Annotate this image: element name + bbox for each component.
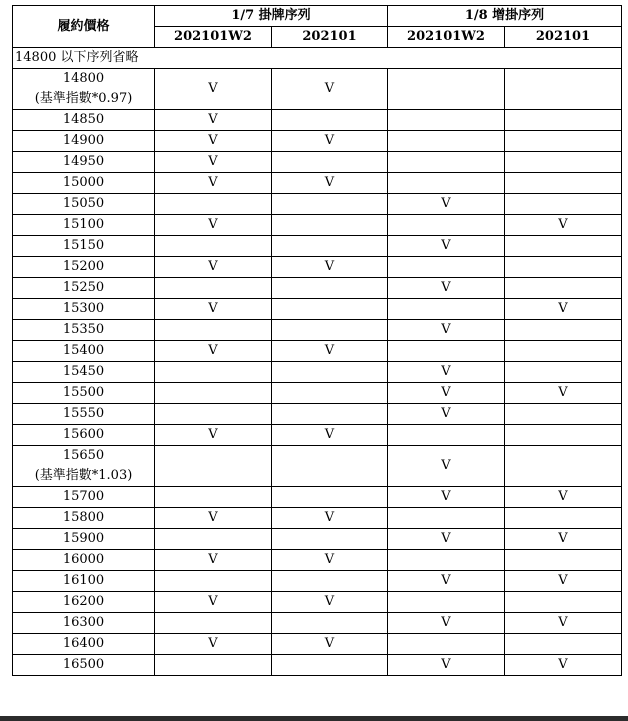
series-mark-cell	[155, 236, 272, 257]
listed-mark: V	[558, 385, 568, 400]
strike-price-value: 14900	[62, 133, 105, 148]
series-mark-cell	[505, 529, 622, 550]
series-header: 202101	[505, 27, 622, 48]
strike-price-cell	[13, 173, 155, 194]
strike-price-value: 15600	[62, 427, 105, 442]
strike-price-cell	[13, 487, 155, 508]
series-mark-cell	[155, 550, 272, 571]
strike-price-value: 16000	[62, 552, 105, 567]
header-row-groups	[13, 6, 622, 27]
series-mark-cell	[505, 278, 622, 299]
listed-mark: V	[558, 301, 568, 316]
series-mark-cell	[505, 173, 622, 194]
series-mark-cell	[388, 529, 505, 550]
series-mark-cell	[505, 508, 622, 529]
series-mark-cell	[505, 215, 622, 236]
series-mark-cell	[155, 278, 272, 299]
strike-price-cell	[13, 613, 155, 634]
series-mark-cell	[155, 634, 272, 655]
table-row	[13, 299, 622, 320]
series-mark-cell	[388, 508, 505, 529]
series-mark-cell	[505, 320, 622, 341]
series-mark-cell	[505, 299, 622, 320]
table-row	[13, 529, 622, 550]
note-row	[13, 48, 622, 69]
table-row	[13, 425, 622, 446]
listed-mark: V	[208, 112, 218, 127]
table-row	[13, 320, 622, 341]
series-mark-cell	[388, 131, 505, 152]
series-mark-cell	[272, 550, 388, 571]
series-mark-cell	[155, 152, 272, 173]
listed-mark: V	[208, 510, 218, 525]
listed-mark: V	[208, 636, 218, 651]
listed-mark: V	[558, 657, 568, 672]
strike-price-cell	[13, 362, 155, 383]
series-mark-cell	[388, 634, 505, 655]
series-mark-cell	[388, 613, 505, 634]
listed-mark: V	[441, 573, 451, 588]
strike-price-value: 16400	[62, 636, 105, 651]
series-mark-cell	[272, 69, 388, 110]
series-mark-cell	[388, 278, 505, 299]
series-mark-cell	[505, 592, 622, 613]
series-mark-cell	[388, 173, 505, 194]
listed-mark: V	[208, 301, 218, 316]
series-mark-cell	[505, 194, 622, 215]
table-row	[13, 215, 622, 236]
listed-mark: V	[208, 81, 218, 96]
series-mark-cell	[155, 69, 272, 110]
listed-mark: V	[324, 81, 335, 96]
series-mark-cell	[505, 613, 622, 634]
strike-price-cell	[13, 320, 155, 341]
strike-price-table	[12, 5, 622, 676]
series-mark-cell	[388, 592, 505, 613]
strike-price-cell	[13, 592, 155, 613]
strike-price-cell	[13, 571, 155, 592]
series-mark-cell	[155, 446, 272, 487]
listed-mark: V	[441, 531, 451, 546]
series-mark-cell	[505, 362, 622, 383]
series-mark-cell	[272, 131, 388, 152]
listed-mark: V	[324, 175, 335, 190]
listed-mark: V	[441, 280, 451, 295]
series-mark-cell	[388, 215, 505, 236]
series-mark-cell	[272, 613, 388, 634]
listed-mark: V	[208, 259, 218, 274]
series-mark-cell	[505, 341, 622, 362]
table-row	[13, 257, 622, 278]
table-row	[13, 613, 622, 634]
listed-mark: V	[558, 615, 568, 630]
strike-price-value: 16200	[62, 594, 105, 609]
series-mark-cell	[272, 571, 388, 592]
table-row	[13, 278, 622, 299]
listed-mark: V	[324, 636, 335, 651]
series-mark-cell	[388, 362, 505, 383]
series-mark-cell	[155, 110, 272, 131]
series-header: 202101W2	[388, 27, 505, 48]
series-mark-cell	[505, 655, 622, 676]
listed-mark: V	[208, 594, 218, 609]
strike-price-cell	[13, 152, 155, 173]
strike-price-value: 15700	[62, 489, 105, 504]
series-mark-cell	[388, 341, 505, 362]
series-mark-cell	[272, 257, 388, 278]
series-mark-cell	[155, 173, 272, 194]
series-mark-cell	[388, 152, 505, 173]
strike-price-cell	[13, 194, 155, 215]
strike-price-value: 14950	[62, 154, 105, 169]
table-row	[13, 362, 622, 383]
series-mark-cell	[272, 383, 388, 404]
strike-price-cell	[13, 131, 155, 152]
strike-price-value: 14800	[62, 71, 105, 86]
series-mark-cell	[155, 194, 272, 215]
strike-price-cell	[13, 634, 155, 655]
table-row	[13, 508, 622, 529]
strike-price-cell	[13, 110, 155, 131]
series-mark-cell	[388, 655, 505, 676]
strike-price-value: 15350	[62, 322, 105, 337]
table-row	[13, 550, 622, 571]
table-row	[13, 383, 622, 404]
series-mark-cell	[155, 320, 272, 341]
strike-price-value: 15100	[62, 217, 105, 232]
listed-mark: V	[208, 154, 218, 169]
strike-price-cell	[13, 69, 155, 110]
listed-mark: V	[324, 427, 335, 442]
listed-mark: V	[441, 615, 451, 630]
group-header-jan8: 1/8 增掛序列	[388, 6, 622, 27]
listed-mark: V	[208, 427, 218, 442]
listed-mark: V	[441, 406, 451, 421]
strike-price-value: 15150	[62, 238, 105, 253]
strike-price-cell	[13, 508, 155, 529]
series-mark-cell	[388, 299, 505, 320]
series-mark-cell	[155, 613, 272, 634]
table-row	[13, 341, 622, 362]
series-header: 202101	[272, 27, 388, 48]
listed-mark: V	[441, 489, 451, 504]
strike-price-value: 15650	[62, 448, 105, 463]
series-mark-cell	[388, 194, 505, 215]
listed-mark: V	[208, 343, 218, 358]
series-header: 202101W2	[155, 27, 272, 48]
bottom-bar	[0, 716, 628, 721]
strike-price-cell	[13, 404, 155, 425]
series-mark-cell	[272, 320, 388, 341]
series-mark-cell	[272, 487, 388, 508]
series-mark-cell	[388, 404, 505, 425]
listed-mark: V	[208, 133, 218, 148]
series-mark-cell	[505, 571, 622, 592]
series-mark-cell	[155, 425, 272, 446]
series-mark-cell	[155, 215, 272, 236]
listed-mark: V	[324, 510, 335, 525]
series-mark-cell	[155, 487, 272, 508]
series-mark-cell	[272, 404, 388, 425]
strike-price-cell	[13, 655, 155, 676]
series-mark-cell	[272, 299, 388, 320]
listed-mark: V	[558, 217, 568, 232]
series-mark-cell	[155, 131, 272, 152]
strike-price-cell	[13, 341, 155, 362]
series-mark-cell	[388, 383, 505, 404]
series-mark-cell	[505, 634, 622, 655]
strike-price-value: 16500	[62, 657, 105, 672]
series-mark-cell	[155, 508, 272, 529]
strike-price-cell	[13, 446, 155, 487]
series-mark-cell	[272, 236, 388, 257]
strike-price-cell	[13, 278, 155, 299]
table-row	[13, 655, 622, 676]
series-mark-cell	[388, 236, 505, 257]
series-mark-cell	[505, 383, 622, 404]
series-mark-cell	[505, 425, 622, 446]
series-mark-cell	[388, 425, 505, 446]
strike-price-cell	[13, 383, 155, 404]
strike-price-note: (基準指數*0.97)	[34, 91, 133, 106]
listed-mark: V	[208, 217, 218, 232]
series-mark-cell	[505, 550, 622, 571]
strike-price-header: 履約價格	[13, 6, 155, 48]
series-mark-cell	[272, 655, 388, 676]
strike-price-value: 14850	[62, 112, 105, 127]
series-mark-cell	[388, 550, 505, 571]
listed-mark: V	[441, 385, 451, 400]
strike-price-value: 16100	[62, 573, 105, 588]
series-mark-cell	[155, 592, 272, 613]
strike-price-value: 15900	[62, 531, 105, 546]
series-mark-cell	[272, 278, 388, 299]
series-mark-cell	[388, 257, 505, 278]
strike-price-value: 16300	[62, 615, 105, 630]
series-mark-cell	[155, 529, 272, 550]
table-row	[13, 404, 622, 425]
series-mark-cell	[505, 131, 622, 152]
series-mark-cell	[272, 194, 388, 215]
listed-mark: V	[324, 133, 335, 148]
strike-price-value: 15050	[62, 196, 105, 211]
strike-price-cell	[13, 529, 155, 550]
strike-price-value: 15300	[62, 301, 105, 316]
listed-mark: V	[558, 573, 568, 588]
listed-mark: V	[441, 238, 451, 253]
listed-mark: V	[324, 594, 335, 609]
series-mark-cell	[272, 425, 388, 446]
series-mark-cell	[272, 592, 388, 613]
series-mark-cell	[388, 110, 505, 131]
group-header-jan7: 1/7 掛牌序列	[155, 6, 388, 27]
series-mark-cell	[272, 341, 388, 362]
series-mark-cell	[155, 571, 272, 592]
strike-price-value: 15250	[62, 280, 105, 295]
strike-price-value: 15550	[62, 406, 105, 421]
series-mark-cell	[505, 236, 622, 257]
series-mark-cell	[388, 69, 505, 110]
strike-price-value: 15400	[62, 343, 105, 358]
series-mark-cell	[155, 404, 272, 425]
table-row	[13, 69, 622, 110]
table-row	[13, 173, 622, 194]
listed-mark: V	[441, 657, 451, 672]
series-mark-cell	[155, 362, 272, 383]
strike-price-cell	[13, 257, 155, 278]
series-mark-cell	[272, 446, 388, 487]
omitted-series-note: 14800 以下序列省略	[13, 48, 622, 69]
strike-price-cell	[13, 299, 155, 320]
strike-price-value: 15000	[62, 175, 105, 190]
series-mark-cell	[505, 404, 622, 425]
table-body	[13, 48, 622, 676]
series-mark-cell	[272, 152, 388, 173]
table-row	[13, 236, 622, 257]
series-mark-cell	[505, 446, 622, 487]
listed-mark: V	[441, 364, 451, 379]
table-row	[13, 592, 622, 613]
listed-mark: V	[324, 552, 335, 567]
series-mark-cell	[505, 152, 622, 173]
listed-mark: V	[324, 259, 335, 274]
series-mark-cell	[505, 487, 622, 508]
series-mark-cell	[272, 173, 388, 194]
table-row	[13, 487, 622, 508]
series-mark-cell	[155, 341, 272, 362]
table-row	[13, 131, 622, 152]
listed-mark: V	[441, 322, 451, 337]
series-mark-cell	[272, 362, 388, 383]
strike-price-cell	[13, 550, 155, 571]
listed-mark: V	[208, 552, 218, 567]
series-mark-cell	[155, 655, 272, 676]
series-mark-cell	[272, 110, 388, 131]
series-mark-cell	[388, 446, 505, 487]
strike-price-cell	[13, 425, 155, 446]
strike-price-value: 15450	[62, 364, 105, 379]
series-mark-cell	[155, 257, 272, 278]
table-row	[13, 446, 622, 487]
table-row	[13, 152, 622, 173]
table-row	[13, 634, 622, 655]
listed-mark: V	[324, 343, 335, 358]
series-mark-cell	[388, 487, 505, 508]
series-mark-cell	[505, 257, 622, 278]
series-mark-cell	[272, 529, 388, 550]
strike-price-value: 15500	[62, 385, 105, 400]
table-row	[13, 571, 622, 592]
series-mark-cell	[388, 320, 505, 341]
series-mark-cell	[155, 383, 272, 404]
strike-price-value: 15800	[62, 510, 105, 525]
series-mark-cell	[272, 634, 388, 655]
strike-price-note: (基準指數*1.03)	[34, 468, 133, 483]
listed-mark: V	[558, 489, 568, 504]
listed-mark: V	[441, 458, 451, 473]
series-mark-cell	[272, 215, 388, 236]
listed-mark: V	[441, 196, 451, 211]
series-mark-cell	[155, 299, 272, 320]
series-mark-cell	[505, 69, 622, 110]
series-mark-cell	[272, 508, 388, 529]
strike-price-cell	[13, 236, 155, 257]
strike-price-value: 15200	[62, 259, 105, 274]
table-row	[13, 110, 622, 131]
listed-mark: V	[558, 531, 568, 546]
series-mark-cell	[505, 110, 622, 131]
listed-mark: V	[208, 175, 218, 190]
table-row	[13, 194, 622, 215]
strike-price-cell	[13, 215, 155, 236]
series-mark-cell	[388, 571, 505, 592]
